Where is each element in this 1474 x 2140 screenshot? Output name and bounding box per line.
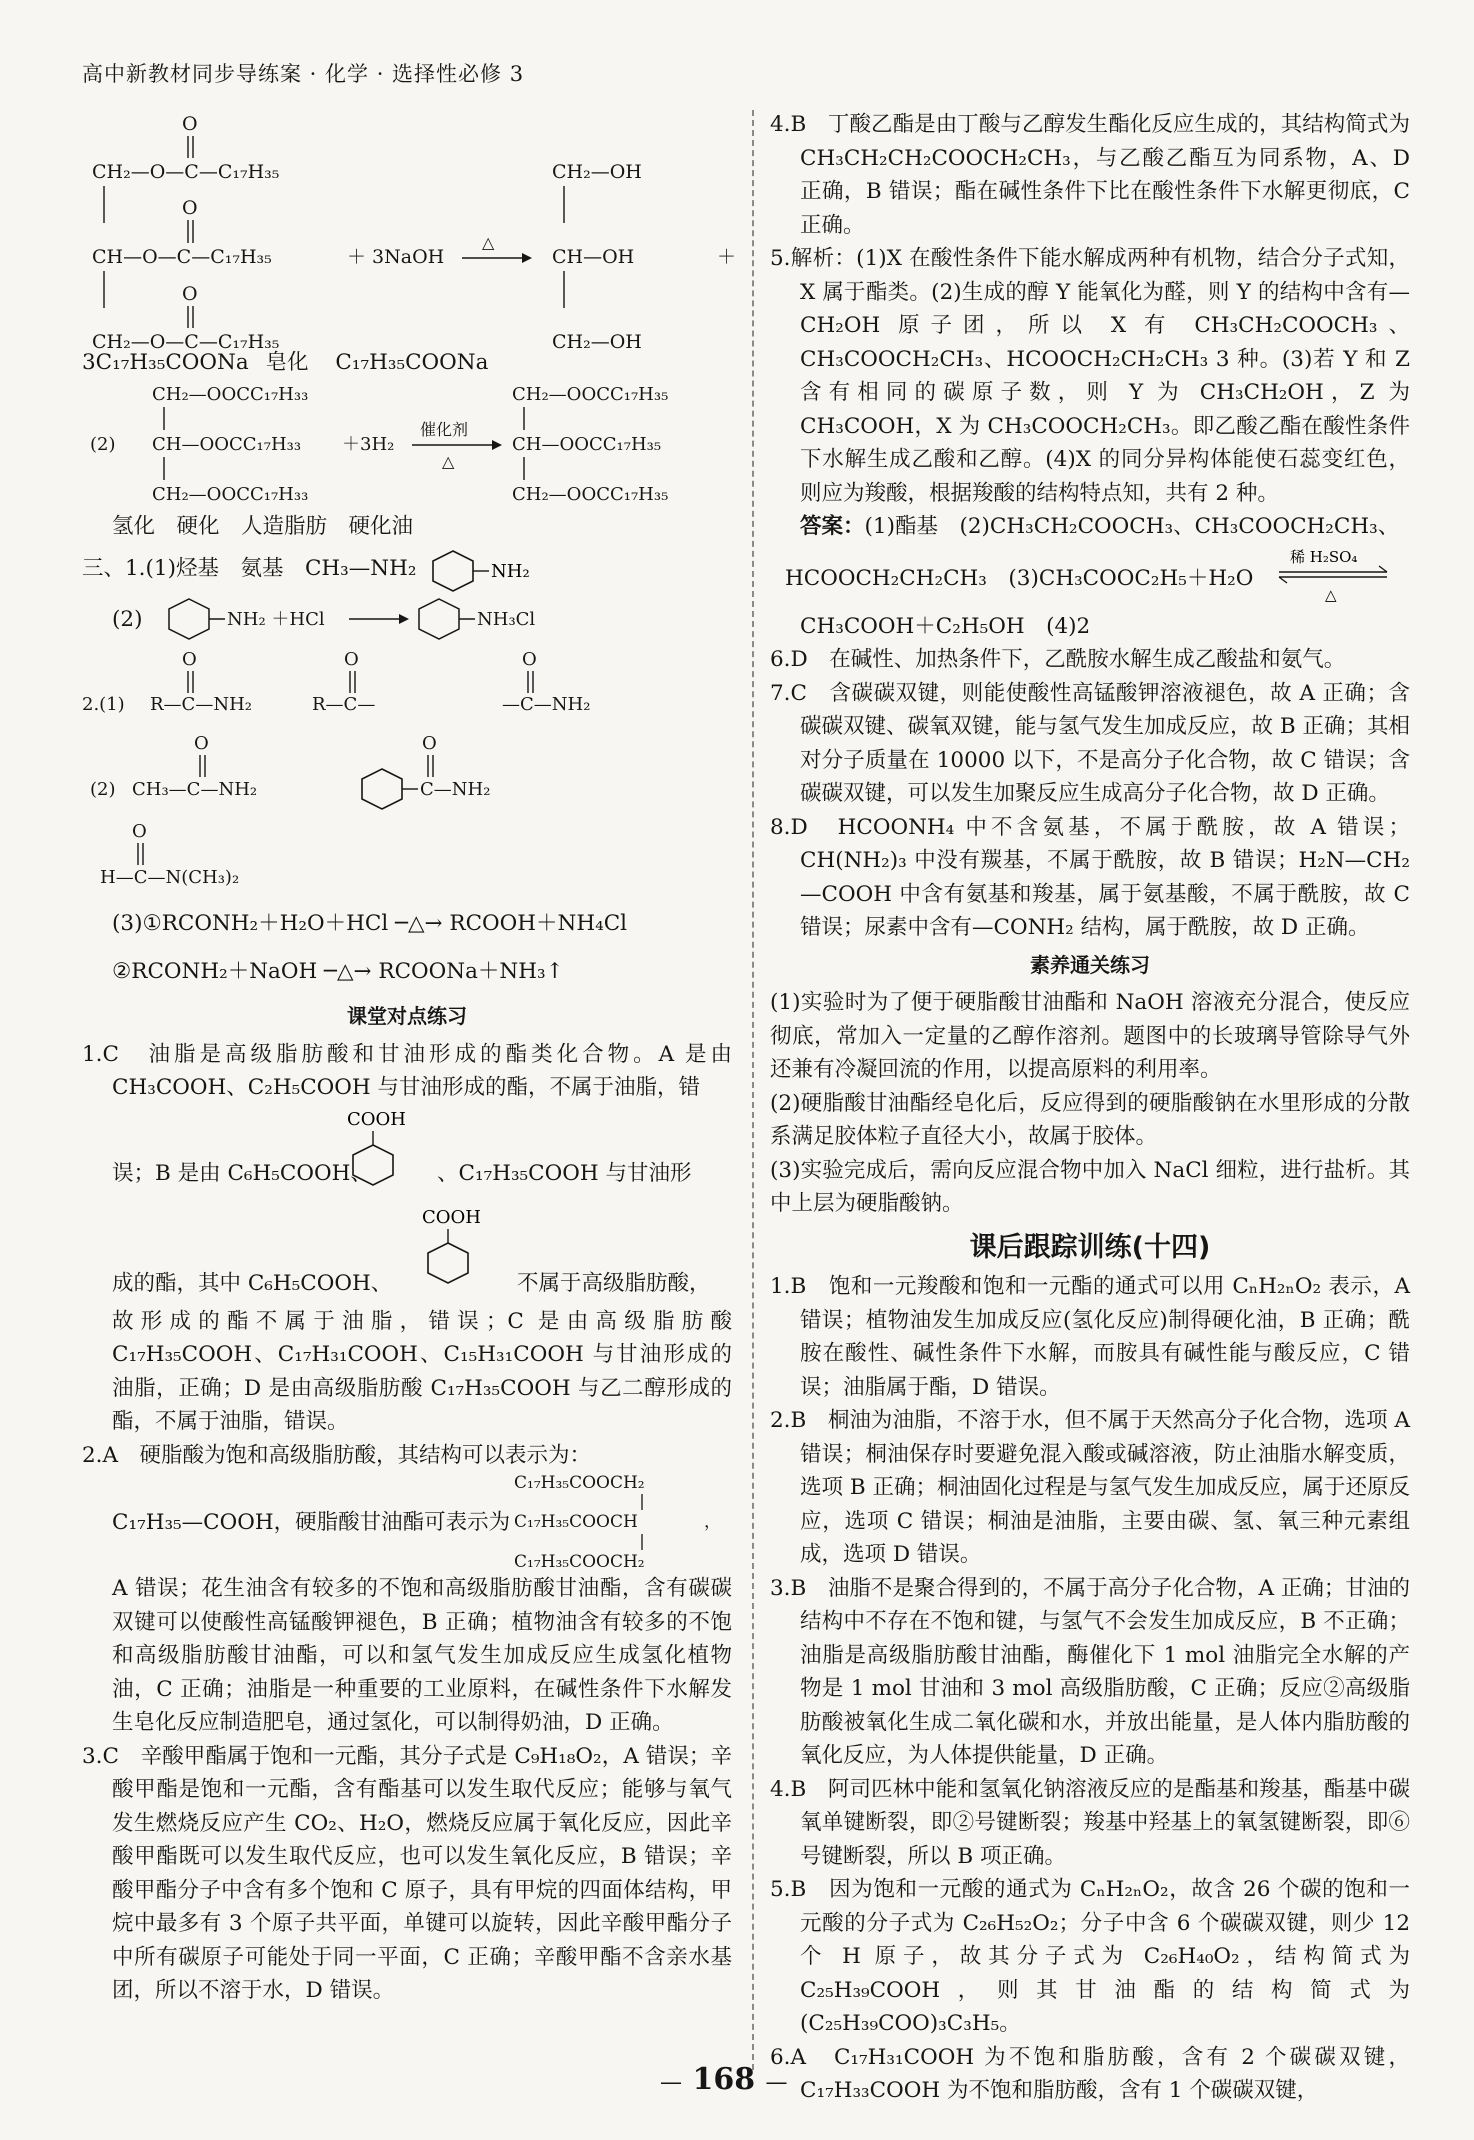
fig1-product: 3C₁₇H₃₅COONa bbox=[82, 350, 249, 375]
svg-text:CH₂—OOCC₁₇H₃₃: CH₂—OOCC₁₇H₃₃ bbox=[152, 383, 309, 405]
answer-5-line3: CH₃COOH＋C₂H₅OH (4)2 bbox=[800, 613, 1091, 639]
svg-text:CH₂—OOCC₁₇H₃₅: CH₂—OOCC₁₇H₃₅ bbox=[512, 383, 669, 405]
svg-text:R—C—: R—C— bbox=[312, 694, 376, 715]
answer-8: 8.D HCOONH₄ 中不含氨基，不属于酰胺，故 A 错误；CH(NH₂)₃ 中没有羰基，不属于酰胺，故 B 错误；H₂N—CH₂—COOH 中含有氨基和羧基，属于氨基酸，不属于酰胺，故 C 错误；尿素中含有—CONH₂ 结构，属于酰胺，故 D 正确。 bbox=[770, 814, 1410, 940]
svg-text:—C—NH₂: —C—NH₂ bbox=[502, 694, 591, 715]
svg-text:CH—OOCC₁₇H₃₃: CH—OOCC₁₇H₃₃ bbox=[152, 433, 302, 455]
svg-text:CH₂—OOCC₁₇H₃₃: CH₂—OOCC₁₇H₃₃ bbox=[152, 483, 309, 505]
section-title-kehou: 课后跟踪训练(十四) bbox=[969, 1231, 1211, 1263]
svg-text:CH₂—O—C—C₁₇H₃₅: CH₂—O—C—C₁₇H₃₅ bbox=[92, 161, 280, 183]
svg-text:CH₂—OH: CH₂—OH bbox=[552, 331, 642, 353]
answer-6: 6.D 在碱性、加热条件下，乙酰胺水解生成乙酸盐和氨气。 bbox=[770, 647, 1346, 672]
answer-3: 3.C 辛酸甲酯属于饱和一元酯，其分子式是 C₉H₁₈O₂，A 错误；辛酸甲酯是饱和一元酯，含有酯基可以发生取代反应；能够与氧气发生燃烧反应产生 CO₂、H₂O，燃烧反应属于氧化反应，因此辛酸甲酯既可以发生取代反应，也可以发生氧化反应，B 错误；辛酸甲酯分子中含有多个饱和 C 原子，具有甲烷的四面体结构，甲烷中最多有 3 个原子共平面，单键可以旋转，因此辛酸甲酯分子中所有碳原子可能处于同一平面，C 正确；辛酸甲酯不含亲水基团，所以不溶于水，D 错误。 bbox=[82, 1743, 732, 2003]
svg-text:H—C—N(CH₃)₂: H—C—N(CH₃)₂ bbox=[100, 867, 240, 888]
section-title-suyang: 素养通关练习 bbox=[1030, 952, 1150, 977]
kehou-2: 2.B 桐油为油脂，不溶于水，但不属于天然高分子化合物，选项 A 错误；桐油保存时要避免混入酸或碱溶液，防止油脂水解变质，选项 B 正确；桐油固化过程是与氢气发生加成反应，属于还原反应，选项 C 错误；桐油是油脂，主要由碳、氢、氧三种元素组成，选项 D 错误。 bbox=[770, 1408, 1410, 1567]
answer-1a: 1.C 油脂是高级脂肪酸和甘油形成的酯类化合物。A 是由 CH₃COOH、C₂H₅COOH 与甘油形成的酯，不属于油脂，错 bbox=[82, 1041, 732, 1100]
svg-text:O: O bbox=[422, 733, 437, 754]
right-column bbox=[770, 108, 1410, 2108]
suyang-2: (2)硬脂酸甘油酯经皂化后，反应得到的硬脂酸钠在水里形成的分散系满足胶体粒子直径大小，故属于胶体。 bbox=[770, 1090, 1410, 1149]
svg-text:COOH: COOH bbox=[422, 1206, 481, 1228]
benzoic-acid-structure-2 bbox=[402, 1201, 512, 1305]
kehou-6: 6.A C₁₇H₃₁COOH 为不饱和脂肪酸，含有 2 个碳碳双键，C₁₇H₃₃COOH 为不饱和脂肪酸，含有 1 个碳碳双键， bbox=[770, 2044, 1410, 2103]
aniline-structure bbox=[423, 547, 563, 591]
svg-text:(2): (2) bbox=[90, 779, 116, 800]
svg-text:O: O bbox=[182, 113, 198, 135]
answer-2b: C₁₇H₃₅—COOH，硬脂酸甘油酯可表示为 bbox=[112, 1510, 511, 1535]
s3-3b: ②RCONH₂＋NaOH ─△→ RCOONa＋NH₃↑ bbox=[112, 958, 564, 984]
column-divider bbox=[752, 110, 754, 2070]
svg-text:CH₂—OOCC₁₇H₃₅: CH₂—OOCC₁₇H₃₅ bbox=[512, 483, 669, 505]
section-title-ketang: 课堂对点练习 bbox=[347, 1004, 467, 1028]
kehou-4: 4.B 阿司匹林中能和氢氧化钠溶液反应的是酯基和羧基，酯基中碳氧单键断裂，即②号键断裂；羧基中羟基上的氧氢键断裂，即⑥号键断裂，所以 B 项正确。 bbox=[770, 1776, 1410, 1869]
svg-text:C₁₇H₃₅COOCH: C₁₇H₃₅COOCH bbox=[514, 1512, 638, 1532]
answer-1e: 不属于高级脂肪酸， bbox=[517, 1270, 711, 1296]
suyang-1: (1)实验时为了便于硬脂酸甘油酯和 NaOH 溶液充分混合，使反应彻底，常加入一定量的乙醇作溶剂。题图中的长玻璃导管除导气外还兼有冷凝回流的作用，以提高原料的利用率。 bbox=[770, 990, 1410, 1082]
answer-4: 4.B 丁酸乙酯是由丁酸与乙醇发生酯化反应生成的，其结构简式为 CH₃CH₂CH₂COOCH₂CH₃，与乙酸乙酯互为同系物，A、D 正确，B 错误；酯在碱性条件下比在酸性条件下水解更彻底，C 正确。 bbox=[770, 112, 1410, 238]
svg-text:CH₂—OH: CH₂—OH bbox=[552, 161, 642, 183]
page-number: — 168 — bbox=[660, 2062, 788, 2097]
svg-text:C—NH₂: C—NH₂ bbox=[420, 779, 491, 800]
hydrogenation-equation bbox=[82, 380, 732, 510]
svg-text:COOH: COOH bbox=[347, 1108, 406, 1130]
answer-5: 5.解析：(1)X 在酸性条件下能水解成两种有机物，结合分子式知，X 属于酯类。(2)生成的醇 Y 能氧化为醛，则 Y 的结构中含有—CH₂OH 原子团，所以 X 有 CH₃CH₂COOCH₃、CH₃COOCH₂CH₃、HCOOCH₂CH₂CH₃ 3 种。(3)若 Y 和 Z 含有相同的碳原子数，则 Y 为 CH₃CH₂OH，Z 为 CH₃COOH，X 为 CH₃COOCH₂CH₃。即乙酸乙酯在酸性条件下水解生成乙酸和乙醇。(4)X 的同分异构体能使石蕊变红色，则应为羧酸，根据羧酸的结构特点知，共有 2 种。 bbox=[770, 246, 1410, 506]
svg-text:O: O bbox=[522, 649, 537, 670]
acid-condition: 稀 H₂SO₄ bbox=[1290, 547, 1358, 566]
svg-text:CH—OOCC₁₇H₃₅: CH—OOCC₁₇H₃₅ bbox=[512, 433, 662, 455]
svg-text:NH₂ ＋HCl: NH₂ ＋HCl bbox=[227, 609, 325, 630]
answer-1d: 成的酯，其中 C₆H₅COOH、 bbox=[112, 1270, 393, 1296]
svg-text:CH—OH: CH—OH bbox=[552, 246, 635, 268]
answer-2c: A 错误；花生油含有较多的不饱和高级脂肪酸甘油酯，含有碳碳双键可以使酸性高锰酸钾褪色，B 正确；植物油含有较多的不饱和高级脂肪酸甘油酯，可以和氢气发生加成反应生成氢化植物油，C 正确；油脂是一种重要的工业原料，在碱性条件下水解发生皂化反应制造肥皂，通过氢化，可以制得奶油，D 正确。 bbox=[112, 1576, 732, 1735]
svg-text:△: △ bbox=[442, 451, 455, 471]
answer-1f: 故形成的酯不属于油脂，错误；C 是由高级脂肪酸 C₁₇H₃₅COOH、C₁₇H₃₁COOH、C₁₅H₃₁COOH 与甘油形成的油脂，正确；D 是由高级脂肪酸 C₁₇H₃₅COOH 与乙二醇形成的酯，不属于油脂，错误。 bbox=[112, 1308, 732, 1434]
svg-text:CH—O—C—C₁₇H₃₅: CH—O—C—C₁₇H₃₅ bbox=[92, 246, 272, 268]
dmf-structure bbox=[82, 817, 732, 897]
fig1-product2: C₁₇H₃₅COONa bbox=[335, 350, 489, 375]
svg-text:NH₂: NH₂ bbox=[491, 561, 530, 582]
fig1-label: 皂化 bbox=[265, 350, 309, 375]
kehou-5: 5.B 因为饱和一元酸的通式为 CₙH₂ₙO₂，故含 26 个碳的饱和一元酸的分子式为 C₂₆H₅₂O₂；分子中含 6 个碳碳双键，则少 12 个 H 原子，故其分子式为 C₂₆H₄₀O₂，结构简式为 C₂₅H₃₉COOH，则其甘油酯的结构简式为(C₂₅H₃₉COO)₃C₃H₅。 bbox=[770, 1877, 1410, 2036]
svg-text:O: O bbox=[182, 197, 198, 219]
svg-text:＋: ＋ bbox=[717, 246, 737, 268]
running-header: 高中新教材同步导练案 · 化学 · 选择性必修 3 bbox=[82, 62, 525, 86]
catalyst-label: 催化剂 bbox=[420, 419, 469, 439]
answer-label: 答案： bbox=[800, 514, 865, 539]
svg-text:CH₂—O—C—C₁₇H₃₅: CH₂—O—C—C₁₇H₃₅ bbox=[92, 331, 280, 353]
left-column bbox=[82, 108, 737, 2008]
svg-text:2.(1): 2.(1) bbox=[82, 694, 125, 715]
answer-1b: 误；B 是由 C₆H₅COOH、 bbox=[112, 1160, 372, 1186]
svg-text:△: △ bbox=[1325, 585, 1337, 604]
svg-text:(2): (2) bbox=[90, 433, 116, 455]
answer-2a: 2.A 硬脂酸为饱和高级脂肪酸，其结构可以表示为： bbox=[82, 1442, 592, 1468]
aniline-hcl-equation bbox=[149, 595, 709, 645]
saponification-equation bbox=[82, 108, 737, 358]
svg-text:＋ 3NaOH: ＋ 3NaOH bbox=[347, 246, 445, 268]
svg-text:C₁₇H₃₅COOCH₂: C₁₇H₃₅COOCH₂ bbox=[514, 1552, 645, 1572]
s3-3a: (3)①RCONH₂＋H₂O＋HCl ─△→ RCOOH＋NH₄Cl bbox=[112, 911, 628, 936]
svg-text:O: O bbox=[182, 649, 197, 670]
svg-text:O: O bbox=[132, 821, 147, 842]
svg-text:CH₃—C—NH₂: CH₃—C—NH₂ bbox=[132, 779, 258, 800]
s3-1: 三、1.(1)烃基 氨基 CH₃—NH₂ bbox=[82, 556, 417, 581]
svg-text:NH₃Cl: NH₃Cl bbox=[477, 609, 536, 630]
answer-1c: 、C₁₇H₃₅COOH 与甘油形 bbox=[437, 1160, 692, 1186]
svg-text:△: △ bbox=[482, 233, 495, 252]
amide-structures bbox=[82, 645, 732, 725]
acetamide-benzamide bbox=[82, 725, 732, 817]
svg-text:＋3H₂: ＋3H₂ bbox=[342, 433, 395, 455]
kehou-3: 3.B 油脂不是聚合得到的，不属于高分子化合物，A 正确；甘油的结构中不存在不饱和键，与氢气不会发生加成反应，B 不正确；油脂是高级脂肪酸甘油酯，酶催化下 1 mol 油脂完全水解的产物是 1 mol 甘油和 3 mol 高级脂肪酸，C 正确；反应②高级脂肪酸被氧化生成二氧化碳和水，并放出能量，是人体内脂肪酸的氧化反应，为人体提供能量，D 正确。 bbox=[770, 1575, 1410, 1768]
reaction-arrow-acid bbox=[1275, 544, 1395, 608]
svg-text:C₁₇H₃₅COOCH₂: C₁₇H₃₅COOCH₂ bbox=[514, 1473, 645, 1493]
suyang-3: (3)实验完成后，需向反应混合物中加入 NaCl 细粒，进行盐析。其中上层为硬脂酸钠。 bbox=[770, 1157, 1410, 1216]
fig2-caption: 氢化 硬化 人造脂肪 硬化油 bbox=[112, 513, 414, 539]
svg-text:O: O bbox=[182, 283, 198, 305]
answer-7: 7.C 含碳碳双键，则能使酸性高锰酸钾溶液褪色，故 A 正确；含碳碳双键、碳氧双键，能与氢气发生加成反应，故 B 正确；其相对分子质量在 10000 以下，不是高分子化合物，故 C 错误；含碳碳双键，可以发生加聚反应生成高分子化合物，故 D 正确。 bbox=[770, 680, 1410, 806]
s3-2-label: (2) bbox=[112, 607, 143, 632]
kehou-1: 1.B 饱和一元羧酸和饱和一元酯的通式可以用 CₙH₂ₙO₂ 表示，A 错误；植物油发生加成反应(氢化反应)制得硬化油，B 正确；酰胺在酸性、碱性条件下水解，而胺具有碱性能与酸反应，C 错误；油脂属于酯，D 错误。 bbox=[770, 1274, 1410, 1400]
glyceryl-stearate-structure bbox=[514, 1472, 724, 1572]
svg-text:O: O bbox=[344, 649, 359, 670]
svg-text:，: ， bbox=[704, 1512, 721, 1532]
svg-text:R—C—NH₂: R—C—NH₂ bbox=[150, 694, 252, 715]
svg-text:O: O bbox=[194, 733, 209, 754]
answer-5-line2: HCOOCH₂CH₂CH₃ (3)CH₃COOC₂H₅＋H₂O bbox=[785, 565, 1254, 591]
answer-5-line1: (1)酯基 (2)CH₃CH₂COOCH₃、CH₃COOCH₂CH₃、 bbox=[864, 514, 1400, 539]
